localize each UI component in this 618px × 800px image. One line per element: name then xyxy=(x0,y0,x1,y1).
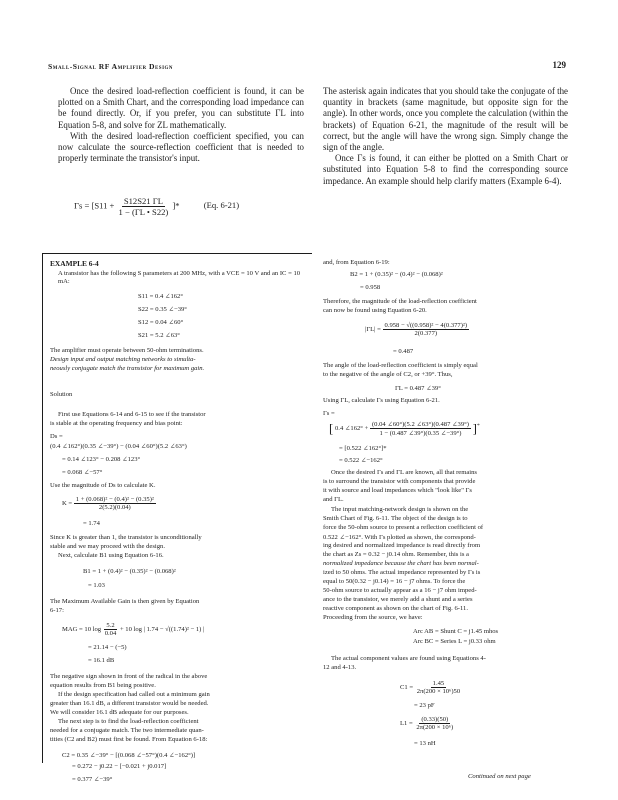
text-line: Once the desired Γs and ΓL are known, all that remains xyxy=(331,469,477,476)
mag-rhs: + 10 log | 1.74 − √((1.74)² − 1) | xyxy=(119,626,205,634)
text-line: and, from Equation 6-19: xyxy=(323,259,390,266)
gl-result: = 0.487 xyxy=(393,348,414,355)
text-line: it with source and load impedances which "look like" Γs xyxy=(323,487,472,494)
c2-line: C2 = 0.35 ∠−39° − [(0.068 ∠−57°)(0.4 ∠−162°)] xyxy=(62,752,196,759)
task-line: The amplifier must operate between 50-ohm terminations. xyxy=(50,347,204,354)
example-box-top xyxy=(42,253,312,254)
s11: S11 = 0.4 ∠162° xyxy=(138,293,183,300)
bracket: ] xyxy=(472,420,477,436)
text-line: 0.522 ∠−162°. With Γs plotted as shown, the correspond- xyxy=(323,534,476,541)
text-line: is stable at the operating frequency and bias point: xyxy=(50,420,183,427)
c1-fraction xyxy=(415,680,462,695)
text-line: The actual component values are found using Equations 4- xyxy=(331,655,486,662)
s22: S22 = 0.35 ∠−39° xyxy=(138,306,187,313)
c2-line: = 0.377 ∠−39° xyxy=(72,776,113,783)
text-line: The angle of the load-reflection coefficient is simply equal xyxy=(323,362,478,369)
text-line: can now be found using Equation 6-20. xyxy=(323,307,427,314)
mag-numerator: 5.2 xyxy=(106,622,115,629)
text-line: The next step is to find the load-reflection coefficient xyxy=(58,718,199,725)
text-line: the chart as Zs = 0.32 − j0.14 ohm. Remember, this is a xyxy=(323,551,469,558)
example-intro: A transistor has the following S parameters at 200 MHz, with a VCE = 10 V and an IC = 10 mA: xyxy=(58,270,301,286)
text-line: normalized impedance because the chart has been normal- xyxy=(323,560,479,567)
k-denominator: 2(5.2)(0.04) xyxy=(98,504,131,511)
gl-fraction xyxy=(383,322,470,337)
l1-denominator: 2π(200 × 10⁶) xyxy=(416,724,454,731)
gs-fraction xyxy=(370,420,471,437)
text-line: is to surround the transistor with components that provide xyxy=(323,478,476,485)
ds-line: = 0.14 ∠123° − 0.208 ∠123° xyxy=(62,456,141,463)
equation-6-21 xyxy=(74,196,239,217)
text-line: greater than 16.1 dB, a different transistor would be needed. xyxy=(50,700,209,707)
gs-result: = [0.522 ∠162°]* xyxy=(339,445,387,452)
text-line: reactive component as shown on the chart of Fig. 6-11. xyxy=(323,605,468,612)
conjugate-mark: * xyxy=(476,422,480,429)
gl-denominator: 2(0.377) xyxy=(414,330,438,337)
continued-note: Continued on next page xyxy=(468,773,531,780)
intro-column-left xyxy=(58,86,304,164)
mag-lhs: MAG = 10 log xyxy=(62,626,102,634)
ds-line: = 0.068 ∠−57° xyxy=(62,469,103,476)
text-line: stable and we may proceed with the design. xyxy=(50,543,165,550)
gl-numerator: 0.958 − √((0.958)² − 4(0.377)²) xyxy=(384,322,468,329)
k-lhs: K = xyxy=(62,500,73,508)
bracket: [ xyxy=(329,420,334,436)
eq-numerator: S12S21 ΓL xyxy=(123,196,163,206)
gs-term: 0.4 ∠162° + xyxy=(335,425,369,433)
text-line: Therefore, the magnitude of the load-reflection coefficient xyxy=(323,298,477,305)
example-box-left xyxy=(42,253,43,763)
gl-final: ΓL = 0.487 ∠39° xyxy=(395,385,441,392)
c1-equation xyxy=(400,680,462,695)
eq-fraction xyxy=(117,196,171,217)
s21: S21 = 5.2 ∠63° xyxy=(138,332,180,339)
text-line: The negative sign shown in front of the radical in the above xyxy=(50,673,208,680)
task-line: Design input and output matching networks to simulta- xyxy=(50,356,196,363)
b2-equation: B2 = 1 + (0.35)² − (0.4)² − (0.068)² xyxy=(350,271,443,278)
l1-lhs: L1 = xyxy=(400,720,413,728)
gs-result: = 0.522 ∠−162° xyxy=(339,457,383,464)
l1-equation xyxy=(400,716,455,731)
mag-fraction xyxy=(103,622,119,637)
c1-numerator: 1.45 xyxy=(432,680,445,687)
k-equation xyxy=(62,496,156,511)
text-line: and ΓL. xyxy=(323,496,344,503)
c2-line: = 0.272 − j0.22 − [−0.021 + j0.017] xyxy=(72,763,167,770)
running-header: Small-Signal RF Amplifier Design xyxy=(48,62,174,71)
text-line: equal to 50(0.32 − j0.14) = 16 − j7 ohms. To force the xyxy=(323,578,466,585)
gl-equation xyxy=(365,322,469,337)
text-line: to the negative of the angle of C2, or +39°. Thus, xyxy=(323,371,453,378)
text-line: Use the magnitude of Ds to calculate K. xyxy=(50,482,156,489)
text-line: force the 50-ohm source to present a reflection coefficient of xyxy=(323,524,484,531)
mag-result: = 21.14 − (−5) xyxy=(88,644,127,651)
eq-rhs: ]* xyxy=(172,200,180,211)
l1-fraction xyxy=(414,716,455,731)
k-fraction xyxy=(74,496,156,511)
mag-equation xyxy=(62,622,204,637)
b2-result: = 0.958 xyxy=(360,284,381,291)
mag-result: = 16.1 dB xyxy=(88,657,115,664)
text-line: 50-ohm source to actually appear as a 16 − j7 ohm imped- xyxy=(323,587,477,594)
text-line: First use Equations 6-14 and 6-15 to see if the transistor xyxy=(58,411,206,418)
intro-column-right xyxy=(323,86,568,187)
paragraph: Once the desired load-reflection coefficient is found, it can be plotted on a Smith Chart, and the corresponding load impedance can be found directly. Or, if you prefer, you can substitute ΓL into Equation 5-8, and solve for ZL mathematically. xyxy=(58,86,304,130)
ds-line: (0.4 ∠162°)(0.35 ∠−39°) − (0.04 ∠60°)(5.2 ∠63°) xyxy=(50,443,187,450)
text-line: Next, calculate B1 using Equation 6-16. xyxy=(58,552,164,559)
arc-bc: Arc BC = Series L = j0.33 ohm xyxy=(413,638,496,645)
gl-lhs: |ΓL| = xyxy=(365,326,381,334)
gs-label: Γs = xyxy=(323,410,335,417)
example-title: EXAMPLE 6-4 xyxy=(50,259,99,268)
paragraph: Once Γs is found, it can either be plotted on a Smith Chart or substituted into Equation 5-8 to find the corresponding source impedance. An example should help clarify matters (Example 6-4). xyxy=(323,153,568,186)
text-line: ing desired and normalized impedance is read directly from xyxy=(323,542,481,549)
text-line: If the design specification had called out a minimum gain xyxy=(58,691,210,698)
text-line: The input matching-network design is shown on the xyxy=(331,506,469,513)
s12: S12 = 0.04 ∠60° xyxy=(138,319,184,326)
text-line: needed for a conjugate match. The two intermediate quan- xyxy=(50,727,204,734)
c1-lhs: C1 = xyxy=(400,684,414,692)
text-line: 12 and 4-13. xyxy=(323,664,357,671)
c1-result: = 23 pF xyxy=(414,702,435,709)
page-number: 129 xyxy=(552,60,566,70)
text-line: ance to the transistor, we merely add a shunt and a series xyxy=(323,596,473,603)
mag-denominator: 0.04 xyxy=(104,630,117,637)
text-line: equation results from B1 being positive. xyxy=(50,682,156,689)
gs-equation xyxy=(329,420,480,437)
eq-denominator: 1 − (ΓL • S22) xyxy=(118,207,169,217)
b1-equation: B1 = 1 + (0.4)² − (0.35)² − (0.068)² xyxy=(83,568,176,575)
text-line: tities (C2 and B2) must first be found. From Equation 6-18: xyxy=(50,736,208,743)
arc-ab: Arc AB = Shunt C = j1.45 mhos xyxy=(413,628,499,635)
k-result: = 1.74 xyxy=(83,520,100,527)
text-line: We will consider 16.1 dB adequate for our purposes. xyxy=(50,709,189,716)
ds-label: Ds = xyxy=(50,433,63,440)
k-numerator: 1 + (0.068)² − (0.4)² − (0.35)² xyxy=(75,496,154,503)
c1-denominator: 2π(200 × 10⁶)50 xyxy=(416,688,461,695)
text-line: Since K is greater than 1, the transistor is unconditionally xyxy=(50,534,202,541)
text-line: 6-17: xyxy=(50,607,64,614)
eq-lhs: Γs = [S11 + xyxy=(74,200,115,211)
text-line: Proceeding from the source, we have: xyxy=(323,614,423,621)
paragraph: The asterisk again indicates that you should take the conjugate of the quantity in brackets (same magnitude, but opposite sign for the angle). In other words, once you complete the calculation (within the brackets) of Equation 6-21, the magnitude of the result will be correct, but the angle will have the wrong sign. Simply change the sign of the angle. xyxy=(323,86,568,153)
eq-label: (Eq. 6-21) xyxy=(203,200,240,211)
paragraph: With the desired load-reflection coefficient specified, you can now calculate the source-reflection coefficient that is needed to properly terminate the transistor's input. xyxy=(58,130,304,164)
text-line: Smith Chart of Fig. 6-11. The object of the design is to xyxy=(323,515,468,522)
l1-numerator: (0.33)(50) xyxy=(421,716,449,723)
task-line: neously conjugate match the transistor for maximum gain. xyxy=(50,365,205,372)
b1-result: = 1.03 xyxy=(88,582,105,589)
gs-denominator: 1 − (0.487 ∠39°)(0.35 ∠−39°) xyxy=(379,430,462,437)
gs-numerator: (0.04 ∠60°)(5.2 ∠63°)(0.487 ∠39°) xyxy=(371,421,469,428)
l1-result: = 13 nH xyxy=(414,740,436,747)
text-line: The Maximum Available Gain is then given by Equation xyxy=(50,598,200,605)
text-line: Using ΓL, calculate Γs using Equation 6-21. xyxy=(323,397,440,404)
solution-heading: Solution xyxy=(50,391,73,398)
text-line: ized to 50 ohms. The actual impedance represented by Γs is xyxy=(323,569,481,576)
